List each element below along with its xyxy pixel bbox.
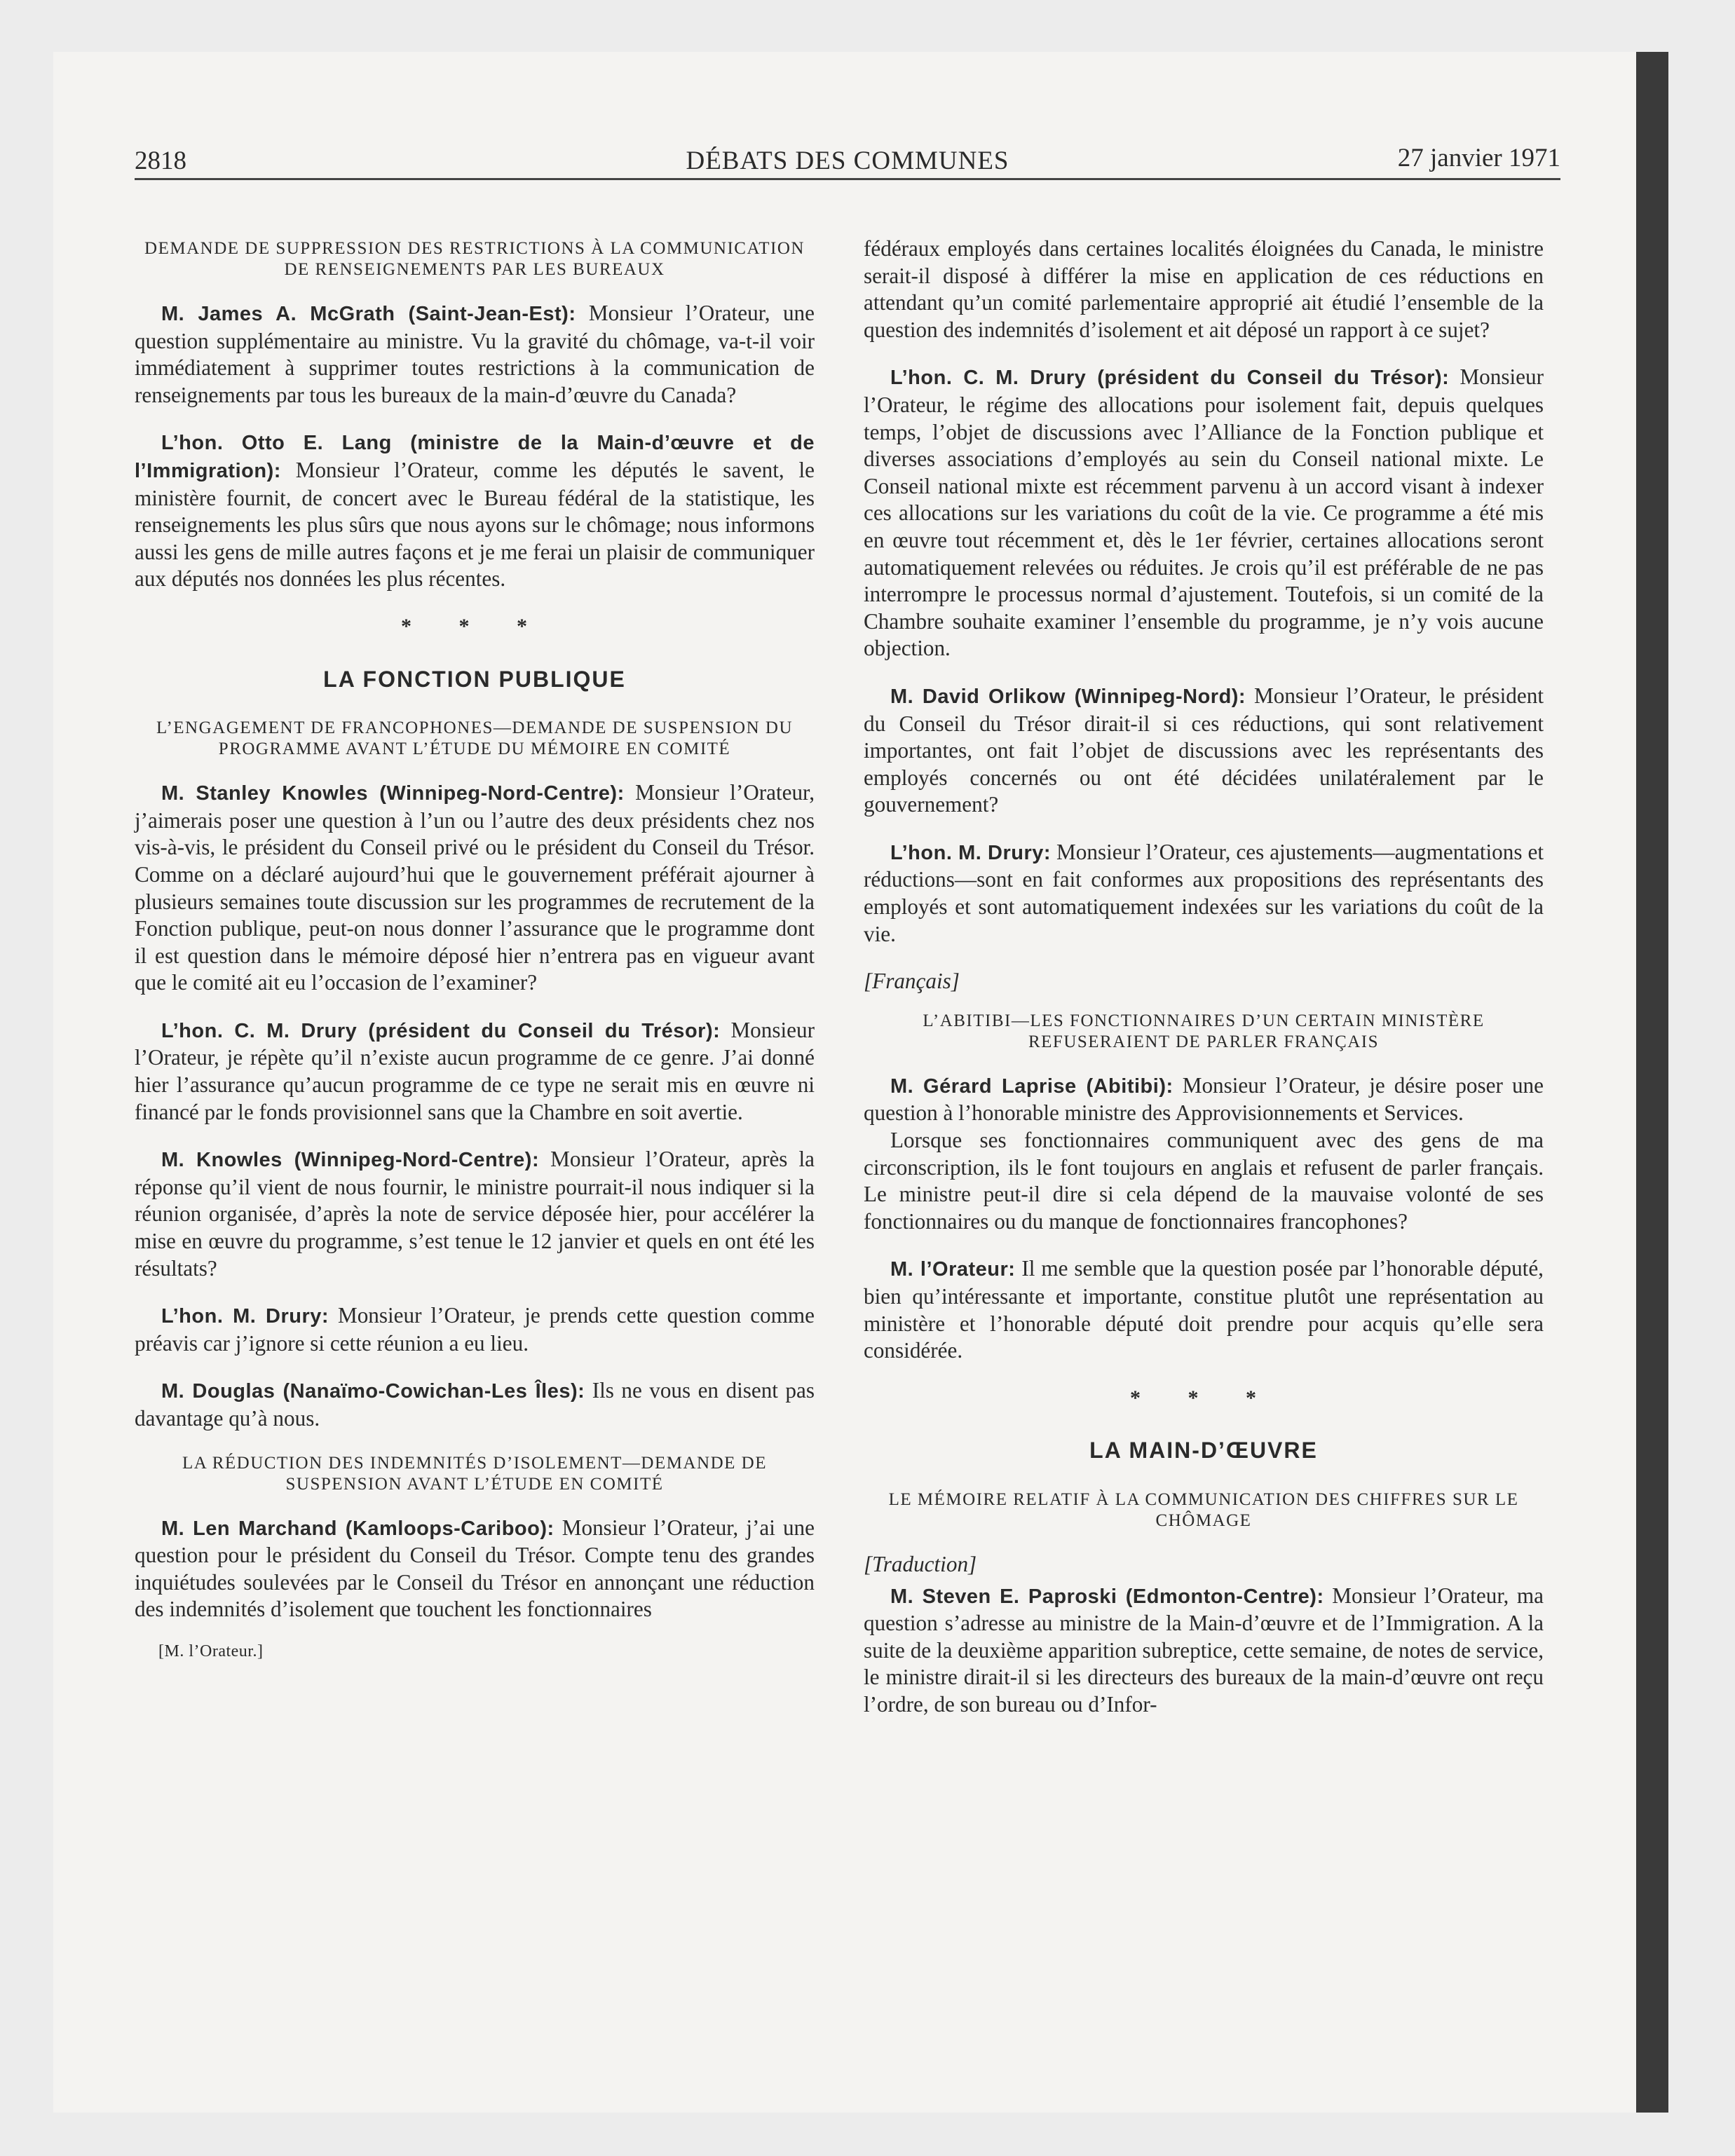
speech-paragraph (135, 1017, 815, 1126)
speaker-name: M. Stanley Knowles (Winnipeg-Nord-Centre): (161, 782, 625, 805)
running-title: DÉBATS DES COMMUNES (686, 146, 1009, 175)
speech-continuation: fédéraux employés dans certaines localités éloignées du Canada, le ministre serait-il disposé à différer la mise en application de ces réductions en attendant qu’un comité parlementaire approprié ait étudié l’ensemble de la question des indemnités d’isolement et ait déposé un rapport à ce sujet? (864, 236, 1544, 342)
section-heading: LA MAIN-D’ŒUVRE (1089, 1438, 1318, 1464)
language-marker: [Traduction] (864, 1551, 977, 1576)
speech-text: Monsieur l’Orateur, comme les députés le savent, le ministère fournit, de concert avec le Bureau fédéral de la statistique, les renseignements les plus sûrs que nous ayons sur le chômage; nous informons aussi les gens de mille autres façons et je me ferai un plaisir de communiquer aux députés nos données les plus récentes. (135, 457, 815, 592)
speech-text: Ils ne vous en disent pas davantage qu’à nous. (135, 1378, 815, 1431)
section-heading: LA FONCTION PUBLIQUE (323, 666, 626, 692)
speech-text: Monsieur l’Orateur, je désire poser une question à l’honorable ministre des Approvisionnements et Services. (864, 1072, 1544, 1126)
speaker-name: L’hon. M. Drury: (161, 1305, 329, 1328)
speaker-name: M. James A. McGrath (Saint-Jean-Est): (161, 303, 576, 325)
speaker-name: M. Gérard Laprise (Abitibi): (890, 1074, 1173, 1098)
subheading: DEMANDE DE SUPPRESSION DES RESTRICTIONS À LA COMMUNICATION DE RENSEIGNEMENTS PAR LES BUREAUX (144, 239, 805, 279)
speech-text: Monsieur l’Orateur, le président du Conseil du Trésor dirait-il si ces réductions, qui sont relativement importantes, ont fait l’objet de discussions avec les représentants des employés concernés ou ont été décidées unilatéralement par le gouvernement? (864, 683, 1544, 817)
speaker-name: L’hon. C. M. Drury (président du Conseil du Trésor): (890, 367, 1450, 390)
speaker-name: L’hon. M. Drury: (890, 841, 1052, 864)
scan-edge-shadow (1636, 52, 1668, 2113)
header-rule (135, 178, 1560, 180)
speech-paragraph (864, 364, 1544, 662)
speaker-name: M. l’Orateur: (890, 1258, 1016, 1281)
speech-paragraph (135, 779, 815, 997)
speech-text: Monsieur l’Orateur, le régime des allocations pour isolement fait, depuis quelques temps, l’objet de discussions avec l’Alliance de la Fonction publique et diverses associations d’employés au sein du Conseil national mixte. Le Conseil national mixte est récemment parvenu à un accord visant à indexer ces allocations sur les variations du coût de la vie. Ce programme a été mis en œuvre tout récemment et, dès le 1er février, certaines allocations seront automatiquement relevées ou réduites. Je crois qu’il est préférable de ne pas interrompre le processus normal d’ajustement. Toutefois, si un comité de la Chambre souhaite examiner l’ensemble du programme, je n’y vois aucune objection. (864, 364, 1544, 661)
speech-text: Il me semble que la question posée par l’honorable député, bien qu’intéressante et importante, constitue plutôt une représentation au ministère et l’honorable député doit prendre pour acquis qu’elle sera considérée. (864, 1256, 1544, 1363)
speech-text: Monsieur l’Orateur, ma question s’adresse au ministre de la Main-d’œuvre et de l’Immigration. A la suite de la deuxième apparition subreptice, cette semaine, de notes de service, le ministre dirait-il si les directeurs des bureaux de la main-d’œuvre ont reçu l’ordre, de son bureau ou d’Infor- (864, 1583, 1544, 1717)
speaker-name: M. Len Marchand (Kamloops-Cariboo): (161, 1517, 554, 1540)
subheading: LA RÉDUCTION DES INDEMNITÉS D’ISOLEMENT—DEMANDE DE SUSPENSION AVANT L’ÉTUDE EN COMITÉ (182, 1453, 767, 1494)
speaker-name: L’hon. Otto E. Lang (ministre de la Main-d’œuvre et de l’Immigration): (135, 432, 815, 482)
speech-text: Monsieur l’Orateur, je répète qu’il n’existe aucun programme de ce genre. J’ai donné hier l’assurance qu’aucun programme de ce type ne serait mis en œuvre ni financé par le fonds provisionnel sans que la Chambre en soit avertie. (135, 1017, 815, 1124)
speech-paragraph: Lorsque ses fonctionnaires communiquent avec des gens de ma circonscription, ils le font toujours en anglais et refusent de parler français. Le ministre peut-il dire si cela dépend de la mauvaise volonté de ses fonctionnaires ou du manque de fonctionnaires francophones? (864, 1128, 1544, 1234)
right-column (864, 236, 1544, 1739)
speech-paragraph (864, 1255, 1544, 1364)
section-separator: * * * (1130, 1386, 1277, 1410)
language-marker: [Français] (864, 969, 960, 994)
speech-text: Monsieur l’Orateur, une question supplémentaire au ministre. Vu la gravité du chômage, va-t-il voir immédiatement à supprimer toutes restrictions à la communication de renseignements par tous les bureaux de la main-d’œuvre du Canada? (135, 301, 815, 407)
speech-paragraph (135, 300, 815, 409)
speech-text: Monsieur l’Orateur, j’aimerais poser une question à l’un ou l’autre des deux présidents chez nos vis-à-vis, le président du Conseil privé ou le président du Conseil du Trésor. Comme on a déclaré aujourd’hui que le gouvernement préférait ajourner à plusieurs semaines toute discussion sur les programmes de recrutement de la Fonction publique, peut-on nous donner l’assurance que le programme dont il est question dans le mémoire déposé hier n’entrera pas en vigueur avant que le comité ait eu l’occasion de l’examiner? (135, 780, 815, 995)
speech-paragraph (864, 1072, 1544, 1127)
left-column (135, 238, 815, 1665)
page-number: 2818 (135, 146, 186, 175)
speaker-chair-note: [M. l’Orateur.] (158, 1642, 264, 1660)
speech-paragraph (135, 429, 815, 593)
speech-paragraph (864, 839, 1544, 948)
speaker-name: M. Douglas (Nanaïmo-Cowichan-Les Îles): (161, 1380, 585, 1403)
speech-paragraph (135, 1515, 815, 1623)
subheading: L’ABITIBI—LES FONCTIONNAIRES D’UN CERTAIN MINISTÈRE REFUSERAIENT DE PARLER FRANÇAIS (923, 1011, 1485, 1051)
speaker-name: M. Knowles (Winnipeg-Nord-Centre): (161, 1149, 540, 1172)
speaker-name: M. David Orlikow (Winnipeg-Nord): (890, 685, 1246, 708)
speech-paragraph (135, 1146, 815, 1282)
speech-text: Monsieur l’Orateur, j’ai une question pour le président du Conseil du Trésor. Compte tenu des grandes inquiétudes soulevées par le Conseil du Trésor en annonçant une réduction des indemnités d’isolement que touchent les fonctionnaires (135, 1515, 815, 1622)
subheading: L’ENGAGEMENT DE FRANCOPHONES—DEMANDE DE SUSPENSION DU PROGRAMME AVANT L’ÉTUDE DU MÉMOIRE EN COMITÉ (156, 718, 793, 759)
speech-text: Monsieur l’Orateur, après la réponse qu’il vient de nous fournir, le ministre pourrait-il nous indiquer si la réunion organisée, d’après la note de service déposée hier, pour accélérer la mise en œuvre du programme, s’est tenue le 12 janvier et quels en ont été les résultats? (135, 1147, 815, 1281)
speech-text: Monsieur l’Orateur, ces ajustements—augmentations et réductions—sont en fait conformes aux propositions des représentants des employés et sont automatiquement indexées sur les variations du coût de la vie. (864, 839, 1544, 946)
header-date: 27 janvier 1971 (1397, 144, 1560, 172)
section-separator: * * * (401, 614, 548, 638)
page-header (135, 143, 1560, 178)
speech-paragraph (135, 1302, 815, 1357)
subheading: LE MÉMOIRE RELATIF À LA COMMUNICATION DES CHIFFRES SUR LE CHÔMAGE (888, 1489, 1519, 1530)
speaker-name: L’hon. C. M. Drury (président du Conseil du Trésor): (161, 1019, 721, 1042)
speech-paragraph (864, 1583, 1544, 1719)
speech-paragraph (135, 1377, 815, 1432)
speaker-name: M. Steven E. Paproski (Edmonton-Centre): (890, 1585, 1324, 1608)
speech-paragraph (864, 683, 1544, 819)
speech-text: Monsieur l’Orateur, je prends cette question comme préavis car j’ignore si cette réunion a eu lieu. (135, 1303, 815, 1356)
